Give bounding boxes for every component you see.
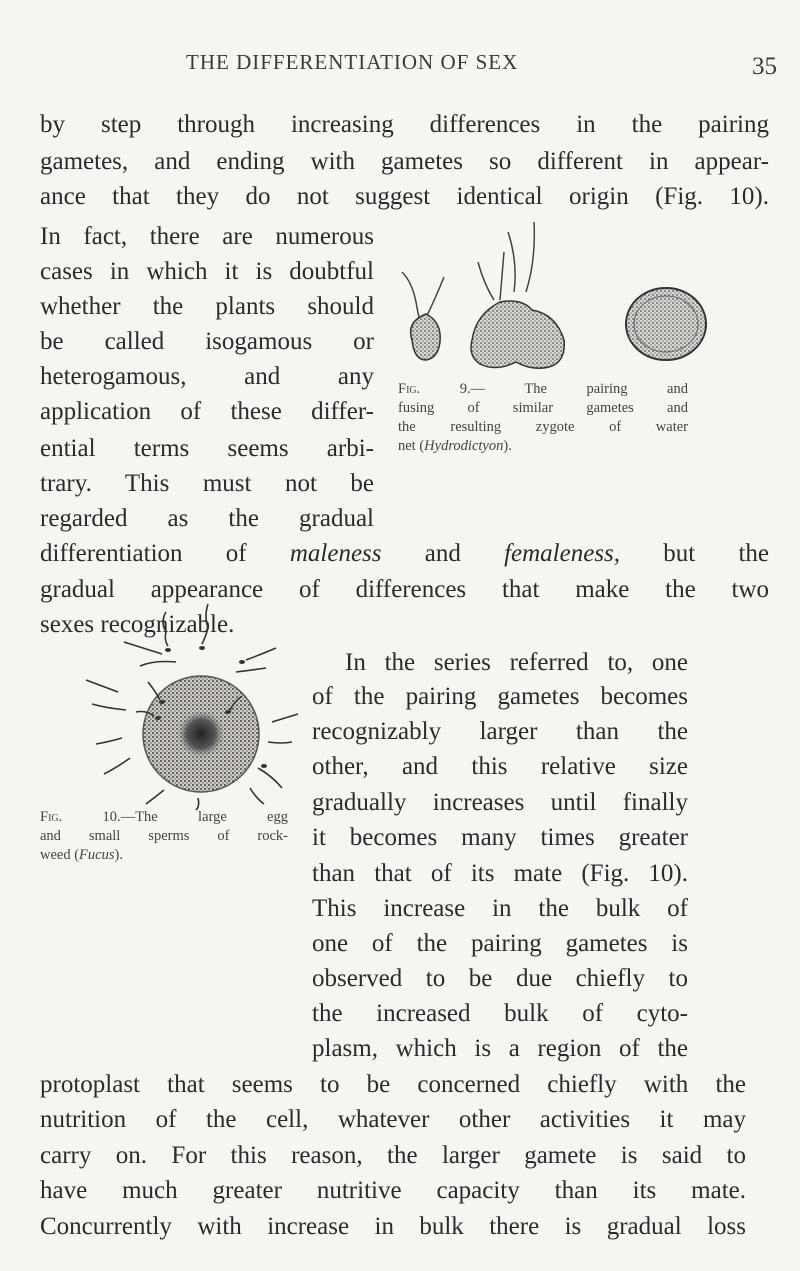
text-line: gradual appearance of differences that make the two [40,576,769,603]
text-line: gametes, and ending with gametes so different in appear- [40,148,769,175]
caption-line [398,437,688,456]
text-run: differentiation of [40,540,290,567]
text-line: gradually increases until finally [312,789,688,816]
caption-text: —The large egg [120,809,288,825]
caption-text: weed ( [40,847,80,863]
text-line: This increase in the bulk of [312,895,688,922]
figure-9-caption [398,380,688,456]
text-line: recognizably larger than the [312,718,688,745]
running-head: THE DIFFERENTIATION OF SEX [186,50,519,74]
text-line: have much greater nutritive capacity than its mate. [40,1177,746,1204]
caption-text: ). [503,438,512,454]
text-run-italic: maleness [289,540,382,567]
text-line: regarded as the gradual [40,505,374,532]
text-line: cases in which it is doubtful [40,258,374,285]
text-line: it becomes many times greater [312,824,688,851]
figure-10-illustration [36,592,306,812]
text-line: be called isogamous or [40,328,374,355]
caption-line: the resulting zygote of water [398,419,688,435]
text-run: and [381,540,505,567]
caption-line [40,808,288,827]
text-line: ance that they do not suggest identical origin (Fig. 10). [40,183,769,210]
text-line [40,537,769,571]
text-line: the increased bulk of cyto- [312,1000,688,1027]
text-line: In fact, there are numerous [40,223,374,250]
text-line: of the pairing gametes becomes [312,683,688,710]
figure-9-illustration [384,222,714,382]
text-line: In the series referred to, one [345,649,688,676]
text-run-italic: femaleness, [504,540,621,567]
page-header [0,50,800,90]
caption-text: net ( [398,438,425,454]
text-line: heterogamous, and any [40,363,374,390]
caption-line: fusing of similar gametes and [398,400,688,416]
text-line: plasm, which is a region of the [312,1035,688,1062]
caption-line [40,846,288,865]
text-line: other, and this relative size [312,753,688,780]
text-line: sexes recognizable. [40,611,235,638]
text-line: trary. This must not be [40,470,374,497]
text-line: by step through increasing differences in the pairing [40,111,769,138]
text-line: carry on. For this reason, the larger gamete is said to [40,1142,746,1169]
text-line: observed to be due chiefly to [312,965,688,992]
text-line: application of these differ- [40,398,374,425]
text-line: nutrition of the cell, whatever other activities it may [40,1106,746,1133]
text-line: protoplast that seems to be concerned chiefly with the [40,1071,746,1098]
text-line: than that of its mate (Fig. 10). [312,860,688,887]
text-line: Concurrently with increase in bulk there is gradual loss [40,1213,746,1240]
page-number: 35 [752,53,777,80]
text-run: but the [620,540,769,567]
caption-italic: Fucus [79,847,115,863]
caption-line: and small sperms of rock- [40,828,288,844]
figure-label: Fig. 9. [398,381,471,397]
caption-text: ). [114,847,123,863]
caption-line [398,380,688,399]
caption-text: — The pairing and [470,381,688,397]
caption-italic: Hydrodictyon [424,438,504,454]
text-line: ential terms seems arbi- [40,435,374,462]
text-line: whether the plants should [40,293,374,320]
figure-10-caption [40,808,288,865]
text-line: one of the pairing gametes is [312,930,688,957]
figure-label: Fig. 10. [40,809,121,825]
